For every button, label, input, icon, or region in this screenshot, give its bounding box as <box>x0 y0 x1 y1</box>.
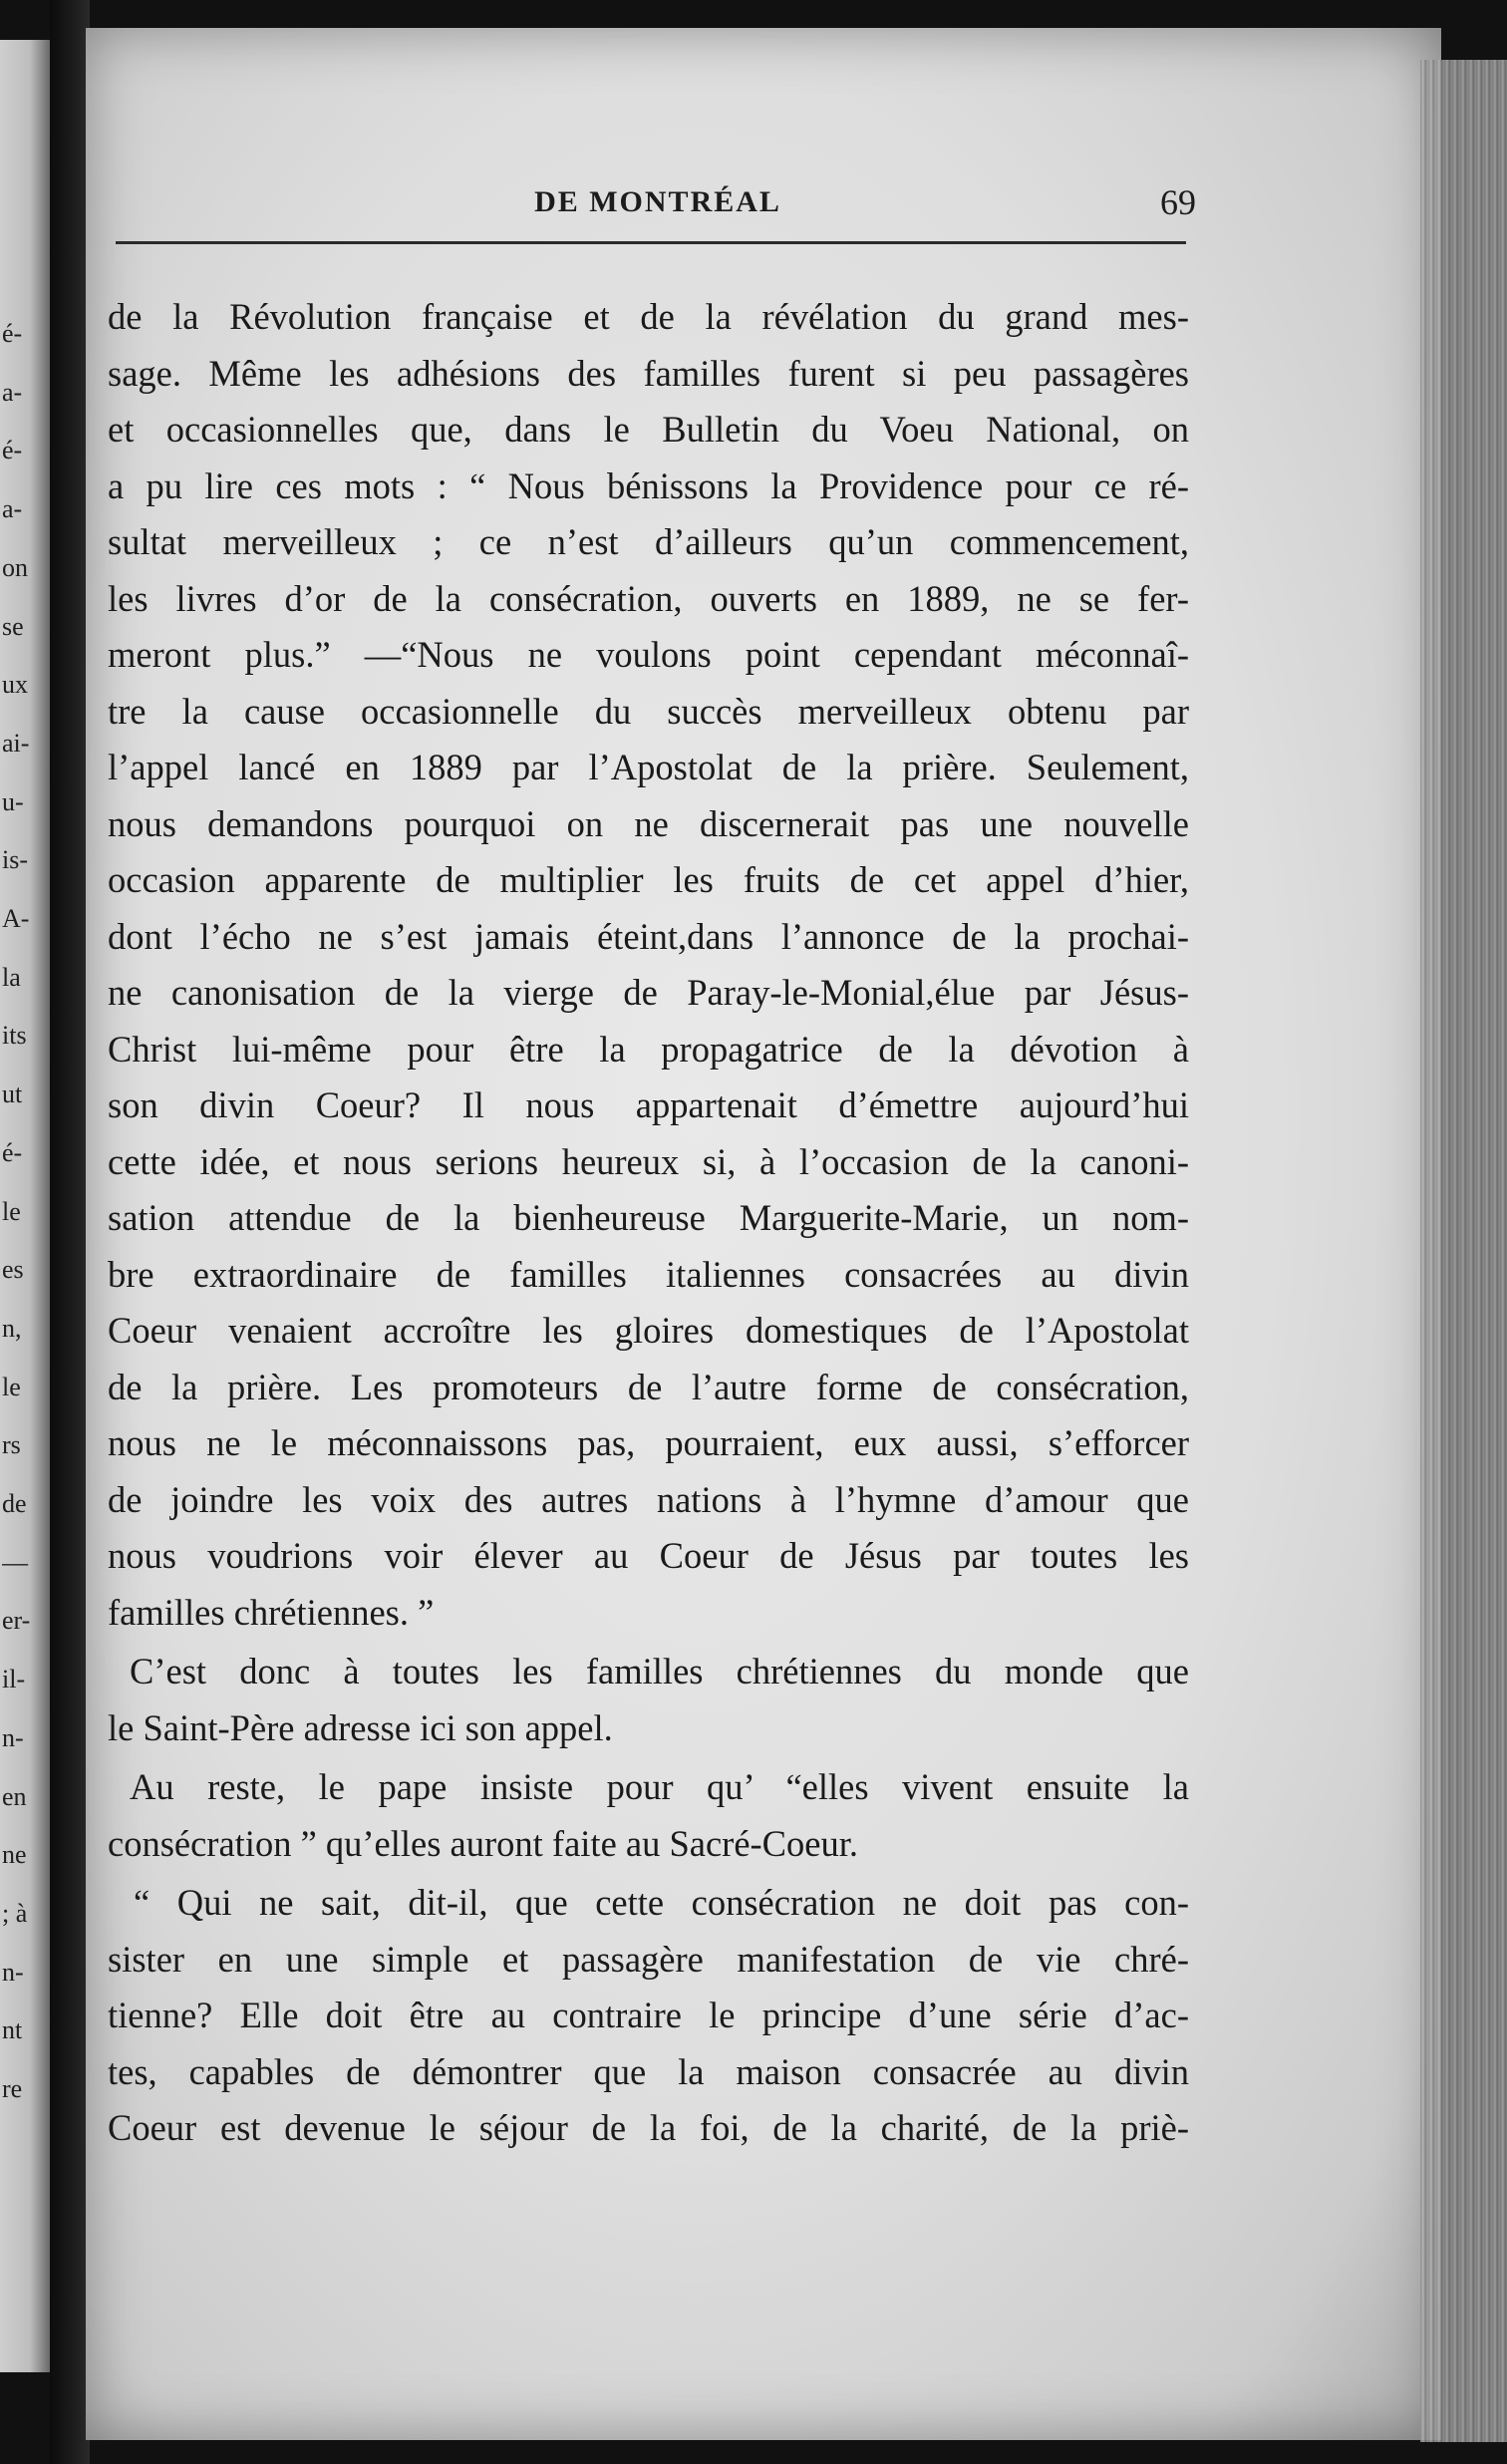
text-line: dont l’écho ne s’est jamais éteint,dans l’annonce de la prochai- <box>108 915 1189 957</box>
previous-page-fragment: es <box>2 1255 24 1285</box>
text-line: ne canonisation de la vierge de Paray-le-Monial,élue par Jésus- <box>108 972 1189 1013</box>
text-line: cette idée, et nous serions heureux si, à l’occasion de la canoni- <box>108 1140 1189 1182</box>
previous-page-fragment: é- <box>2 1137 23 1167</box>
text-line: Au reste, le pape insiste pour qu’ “elles vivent ensuite la <box>130 1766 1189 1807</box>
page-number: 69 <box>1160 182 1196 222</box>
previous-page-fragment: n- <box>2 1722 24 1752</box>
text-line: le Saint-Père adresse ici son appel. <box>108 1706 613 1748</box>
page-edge-stack <box>1420 60 1507 2442</box>
previous-page-fragment: ; à <box>2 1898 28 1928</box>
text-line: meront plus.” —“Nous ne voulons point cependant méconnaî- <box>108 634 1189 675</box>
text-line: bre extraordinaire de familles italiennes consacrées au divin <box>108 1253 1189 1295</box>
previous-page-fragment: ut <box>2 1079 23 1109</box>
text-line: nous demandons pourquoi on ne discernerait pas une nouvelle <box>108 802 1189 844</box>
previous-page-fragment: é- <box>2 319 23 348</box>
text-line: a pu lire ces mots : “ Nous bénissons la Providence pour ce ré- <box>108 464 1189 506</box>
text-line: consécration ” qu’elles auront faite au Sacré-Coeur. <box>108 1822 858 1864</box>
previous-page-fragment: re <box>2 2074 23 2103</box>
previous-page-fragment: is- <box>2 845 28 875</box>
text-line: sultat merveilleux ; ce n’est d’ailleurs qu’un commencement, <box>108 521 1189 562</box>
previous-page-fragment: il- <box>2 1665 26 1694</box>
previous-page-fragment: de <box>2 1489 27 1518</box>
text-line: tre la cause occasionnelle du succès merveilleux obtenu par <box>108 690 1189 732</box>
running-title: DE MONTRÉAL <box>534 185 781 218</box>
text-line: tes, capables de démontrer que la maison consacrée au divin <box>108 2050 1189 2092</box>
previous-page-fragment: en <box>2 1781 27 1811</box>
text-line: l’appel lancé en 1889 par l’Apostolat de la prière. Seulement, <box>108 747 1189 787</box>
text-line: et occasionnelles que, dans le Bulletin du Voeu National, on <box>108 409 1189 450</box>
previous-page-fragment: la <box>2 962 21 992</box>
text-line: nous voudrions voir élever au Coeur de Jésus par toutes les <box>108 1535 1189 1576</box>
text-line: C’est donc à toutes les familles chrétiennes du monde que <box>130 1651 1189 1692</box>
text-line: “ Qui ne sait, dit-il, que cette consécration ne doit pas con- <box>134 1882 1189 1923</box>
previous-page-fragment: n- <box>2 1957 24 1987</box>
text-line: de la prière. Les promoteurs de l’autre forme de consécration, <box>108 1366 1189 1407</box>
header-rule <box>116 241 1186 244</box>
previous-page-fragment: se <box>2 611 24 641</box>
previous-page-fragment: its <box>2 1021 27 1051</box>
body-text <box>108 289 1189 2157</box>
previous-page-fragment: er- <box>2 1606 31 1636</box>
previous-page-fragment: a- <box>2 377 23 407</box>
previous-page-fragment: é- <box>2 436 23 465</box>
previous-page-fragment: n, <box>2 1313 22 1343</box>
previous-page-fragment: a- <box>2 494 23 524</box>
text-line: Christ lui-même pour être la propagatrice de la dévotion à <box>108 1028 1189 1070</box>
previous-page-fragment: ne <box>2 1840 27 1870</box>
text-line: sation attendue de la bienheureuse Marguerite-Marie, un nom- <box>108 1197 1189 1238</box>
previous-page-edge <box>0 40 50 2372</box>
text-line: Coeur venaient accroître les gloires domestiques de l’Apostolat <box>108 1310 1189 1351</box>
text-line: sister en une simple et passagère manifestation de vie chré- <box>108 1938 1189 1980</box>
text-line: familles chrétiennes. ” <box>108 1591 435 1633</box>
previous-page-fragment: u- <box>2 786 24 816</box>
text-line: les livres d’or de la consécration, ouverts en 1889, ne se fer- <box>108 577 1189 619</box>
previous-page-fragment: ai- <box>2 728 30 758</box>
previous-page-fragment: — <box>2 1547 28 1577</box>
previous-page-fragment: rs <box>2 1430 21 1460</box>
text-line: nous ne le méconnaissons pas, pourraient, eux aussi, s’efforcer <box>108 1422 1189 1463</box>
text-line: occasion apparente de multiplier les fruits de cet appel d’hier, <box>108 859 1189 900</box>
text-line: de la Révolution française et de la révélation du grand mes- <box>108 296 1189 337</box>
previous-page-fragment: ux <box>2 670 28 700</box>
text-line: son divin Coeur? Il nous appartenait d’émettre aujourd’hui <box>108 1084 1189 1125</box>
previous-page-fragment: A- <box>2 904 30 933</box>
previous-page-fragment: on <box>2 552 28 582</box>
text-line: Coeur est devenue le séjour de la foi, de la charité, de la priè- <box>108 2107 1189 2148</box>
previous-page-fragment: nt <box>2 2015 23 2045</box>
previous-page-fragment: le <box>2 1196 21 1226</box>
text-line: sage. Même les adhésions des familles furent si peu passagères <box>108 352 1189 394</box>
book-spine-shadow <box>50 0 90 2464</box>
text-line: de joindre les voix des autres nations à l’hymne d’amour que <box>108 1478 1189 1520</box>
text-line: tienne? Elle doit être au contraire le principe d’une série d’ac- <box>108 1995 1189 2035</box>
previous-page-fragment: le <box>2 1372 21 1401</box>
running-head <box>120 181 1196 231</box>
